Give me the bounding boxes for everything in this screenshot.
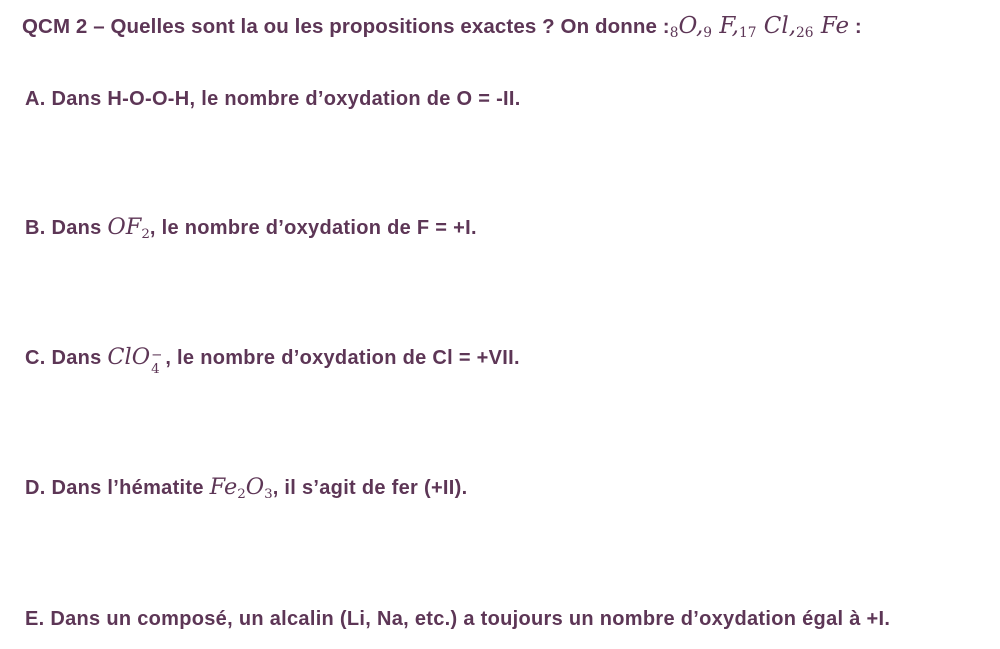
- text-run: D. Dans l’hématite: [25, 477, 210, 499]
- option-e: [25, 604, 890, 634]
- text-run: C. Dans: [25, 347, 108, 369]
- text-run: , le nombre d’oxydation de Cl = +VII.: [165, 347, 520, 369]
- text-run: A. Dans H-O-O-H, le nombre d’oxydation de O = -II.: [25, 88, 521, 110]
- subscript: 26: [796, 25, 814, 42]
- superscript: −: [151, 347, 163, 363]
- math-run: O,: [678, 13, 704, 39]
- text-run: , le nombre d’oxydation de F = +I.: [149, 217, 477, 239]
- question-title: [22, 11, 862, 48]
- subscript: 8: [669, 25, 679, 42]
- subscript: 9: [703, 25, 713, 42]
- text-run: , il s’agit de fer (+II).: [272, 477, 468, 499]
- subscript: 2: [141, 227, 150, 243]
- subscript: 4: [151, 362, 160, 377]
- text-run: QCM 2 – Quelles sont la ou les propositions exactes ? On donne :: [22, 15, 670, 38]
- math-run: Fe: [209, 474, 238, 500]
- subscript: 17: [738, 25, 757, 42]
- option-a: [25, 84, 521, 114]
- math-run: ClO: [107, 344, 151, 370]
- chemical-formula: [209, 474, 273, 503]
- text-run: E. Dans un composé, un alcalin (Li, Na, etc.) a toujours un nombre d’oxydation égal à +I.: [25, 608, 891, 630]
- text-run: :: [849, 15, 862, 38]
- chemical-formula: [669, 13, 850, 42]
- option-c: [25, 342, 520, 377]
- subsup-stack: [151, 349, 162, 377]
- subscript: 3: [264, 487, 273, 503]
- math-run: F,: [712, 13, 739, 39]
- text-run: B. Dans: [25, 217, 108, 239]
- option-b: [25, 212, 477, 250]
- subscript: 2: [237, 487, 246, 503]
- math-run: O: [245, 474, 265, 500]
- math-run: Fe: [813, 13, 850, 39]
- chemical-formula: [107, 214, 150, 243]
- math-run: OF: [107, 214, 142, 240]
- chemical-formula: [107, 344, 165, 377]
- math-run: Cl,: [756, 13, 797, 39]
- option-d: [25, 472, 467, 510]
